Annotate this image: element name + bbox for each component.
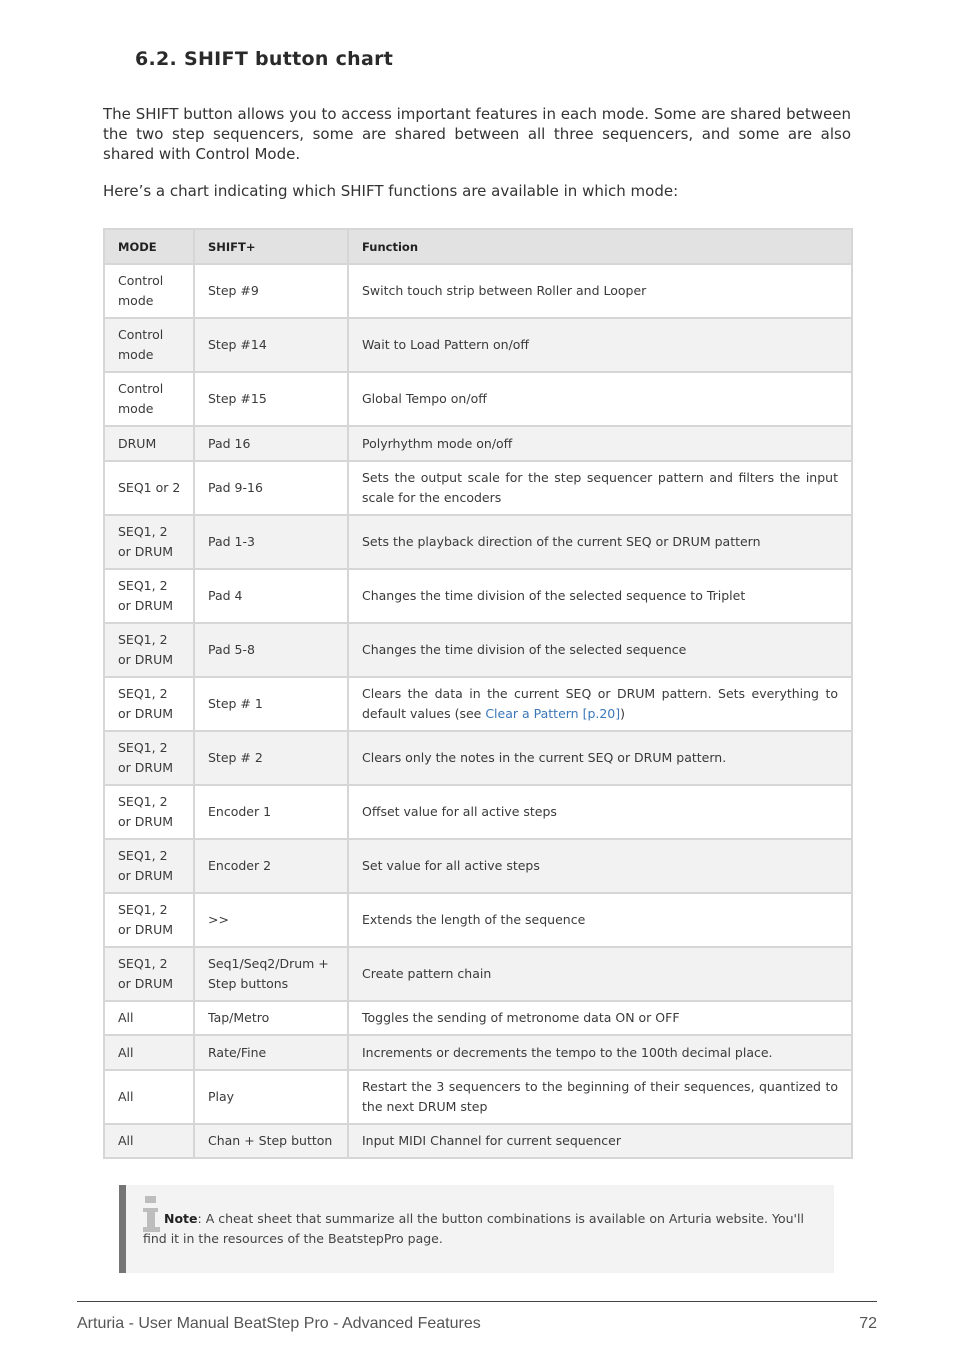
header-function: Function bbox=[348, 229, 852, 264]
cell-mode: SEQ1, 2 or DRUM bbox=[104, 623, 194, 677]
table-row bbox=[104, 893, 852, 947]
cell-mode: SEQ1, 2 or DRUM bbox=[104, 947, 194, 1001]
cell-function: Changes the time division of the selected sequence to Triplet bbox=[348, 569, 852, 623]
cell-function: Changes the time division of the selected sequence bbox=[348, 623, 852, 677]
note-label: Note bbox=[164, 1211, 198, 1226]
cell-function: Switch touch strip between Roller and Looper bbox=[348, 264, 852, 318]
table-row bbox=[104, 947, 852, 1001]
table-header-row bbox=[104, 229, 852, 264]
cell-function: Offset value for all active steps bbox=[348, 785, 852, 839]
footer-title: Arturia - User Manual BeatStep Pro - Advanced Features bbox=[77, 1315, 481, 1332]
function-text: Clears the data in the current SEQ or DRUM pattern. Sets everything to default values (see bbox=[362, 686, 838, 721]
cell-function: Wait to Load Pattern on/off bbox=[348, 318, 852, 372]
table-row bbox=[104, 461, 852, 515]
section-heading: 6.2. SHIFT button chart bbox=[135, 48, 394, 70]
cell-mode: Control mode bbox=[104, 318, 194, 372]
table-row bbox=[104, 785, 852, 839]
note-text bbox=[143, 1209, 818, 1249]
cell-shift: Pad 4 bbox=[194, 569, 348, 623]
cell-function: Sets the playback direction of the current SEQ or DRUM pattern bbox=[348, 515, 852, 569]
note-body: : A cheat sheet that summarize all the button combinations is available on Arturia website. You'll find it in the resources of the BeatstepPro page. bbox=[143, 1211, 804, 1246]
cell-mode: All bbox=[104, 1001, 194, 1035]
table-body bbox=[104, 264, 852, 1158]
shift-function-table bbox=[103, 228, 853, 1159]
table-row bbox=[104, 1124, 852, 1158]
cell-mode: SEQ1, 2 or DRUM bbox=[104, 893, 194, 947]
intro-paragraph: The SHIFT button allows you to access important features in each mode. Some are shared between the two step sequencers, some are shared between all three sequencers, and some are also shared with Control Mode. bbox=[103, 105, 851, 163]
table-row bbox=[104, 677, 852, 731]
cell-shift: Chan + Step button bbox=[194, 1124, 348, 1158]
cell-shift: Step # 2 bbox=[194, 731, 348, 785]
cell-mode: DRUM bbox=[104, 426, 194, 461]
table-row bbox=[104, 264, 852, 318]
cell-shift: Pad 9-16 bbox=[194, 461, 348, 515]
cell-function bbox=[348, 677, 852, 731]
table-row bbox=[104, 731, 852, 785]
cell-shift: Tap/Metro bbox=[194, 1001, 348, 1035]
cell-function: Create pattern chain bbox=[348, 947, 852, 1001]
cell-shift: Pad 1-3 bbox=[194, 515, 348, 569]
cell-function: Extends the length of the sequence bbox=[348, 893, 852, 947]
header-mode: MODE bbox=[104, 229, 194, 264]
function-text-tail: ) bbox=[620, 706, 626, 721]
cell-function: Sets the output scale for the step sequencer pattern and filters the input scale for the encoders bbox=[348, 461, 852, 515]
cell-shift: Pad 5-8 bbox=[194, 623, 348, 677]
cell-function: Input MIDI Channel for current sequencer bbox=[348, 1124, 852, 1158]
cell-mode: SEQ1, 2 or DRUM bbox=[104, 731, 194, 785]
cell-shift: Step #15 bbox=[194, 372, 348, 426]
page-number: 72 bbox=[859, 1315, 877, 1332]
table-row bbox=[104, 318, 852, 372]
cell-shift: Seq1/Seq2/Drum + Step buttons bbox=[194, 947, 348, 1001]
table-row bbox=[104, 1035, 852, 1070]
clear-pattern-link[interactable]: Clear a Pattern [p.20] bbox=[485, 706, 621, 721]
cell-function: Clears only the notes in the current SEQ or DRUM pattern. bbox=[348, 731, 852, 785]
cell-function: Increments or decrements the tempo to the 100th decimal place. bbox=[348, 1035, 852, 1070]
header-shift: SHIFT+ bbox=[194, 229, 348, 264]
table-row bbox=[104, 623, 852, 677]
cell-mode: SEQ1, 2 or DRUM bbox=[104, 677, 194, 731]
table-row bbox=[104, 569, 852, 623]
cell-shift: Step #14 bbox=[194, 318, 348, 372]
cell-mode: All bbox=[104, 1124, 194, 1158]
table-row bbox=[104, 515, 852, 569]
cell-function: Global Tempo on/off bbox=[348, 372, 852, 426]
table-row bbox=[104, 372, 852, 426]
cell-shift: Pad 16 bbox=[194, 426, 348, 461]
table-row bbox=[104, 1070, 852, 1124]
cell-mode: SEQ1, 2 or DRUM bbox=[104, 515, 194, 569]
cell-shift: Play bbox=[194, 1070, 348, 1124]
cell-shift: Encoder 2 bbox=[194, 839, 348, 893]
table-row bbox=[104, 839, 852, 893]
cell-function: Set value for all active steps bbox=[348, 839, 852, 893]
cell-function: Toggles the sending of metronome data ON or OFF bbox=[348, 1001, 852, 1035]
cell-mode: SEQ1, 2 or DRUM bbox=[104, 839, 194, 893]
footer-divider bbox=[77, 1301, 877, 1302]
cell-function: Restart the 3 sequencers to the beginning of their sequences, quantized to the next DRUM step bbox=[348, 1070, 852, 1124]
cell-shift: >> bbox=[194, 893, 348, 947]
cell-mode: SEQ1, 2 or DRUM bbox=[104, 785, 194, 839]
chart-intro-paragraph: Here’s a chart indicating which SHIFT functions are available in which mode: bbox=[103, 182, 679, 200]
cell-shift: Step #9 bbox=[194, 264, 348, 318]
cell-shift: Step # 1 bbox=[194, 677, 348, 731]
cell-shift: Rate/Fine bbox=[194, 1035, 348, 1070]
cell-mode: All bbox=[104, 1035, 194, 1070]
cell-mode: All bbox=[104, 1070, 194, 1124]
note-box bbox=[119, 1185, 834, 1273]
table-row bbox=[104, 1001, 852, 1035]
cell-mode: Control mode bbox=[104, 264, 194, 318]
cell-shift: Encoder 1 bbox=[194, 785, 348, 839]
table-row bbox=[104, 426, 852, 461]
cell-function: Polyrhythm mode on/off bbox=[348, 426, 852, 461]
cell-mode: Control mode bbox=[104, 372, 194, 426]
cell-mode: SEQ1 or 2 bbox=[104, 461, 194, 515]
cell-mode: SEQ1, 2 or DRUM bbox=[104, 569, 194, 623]
